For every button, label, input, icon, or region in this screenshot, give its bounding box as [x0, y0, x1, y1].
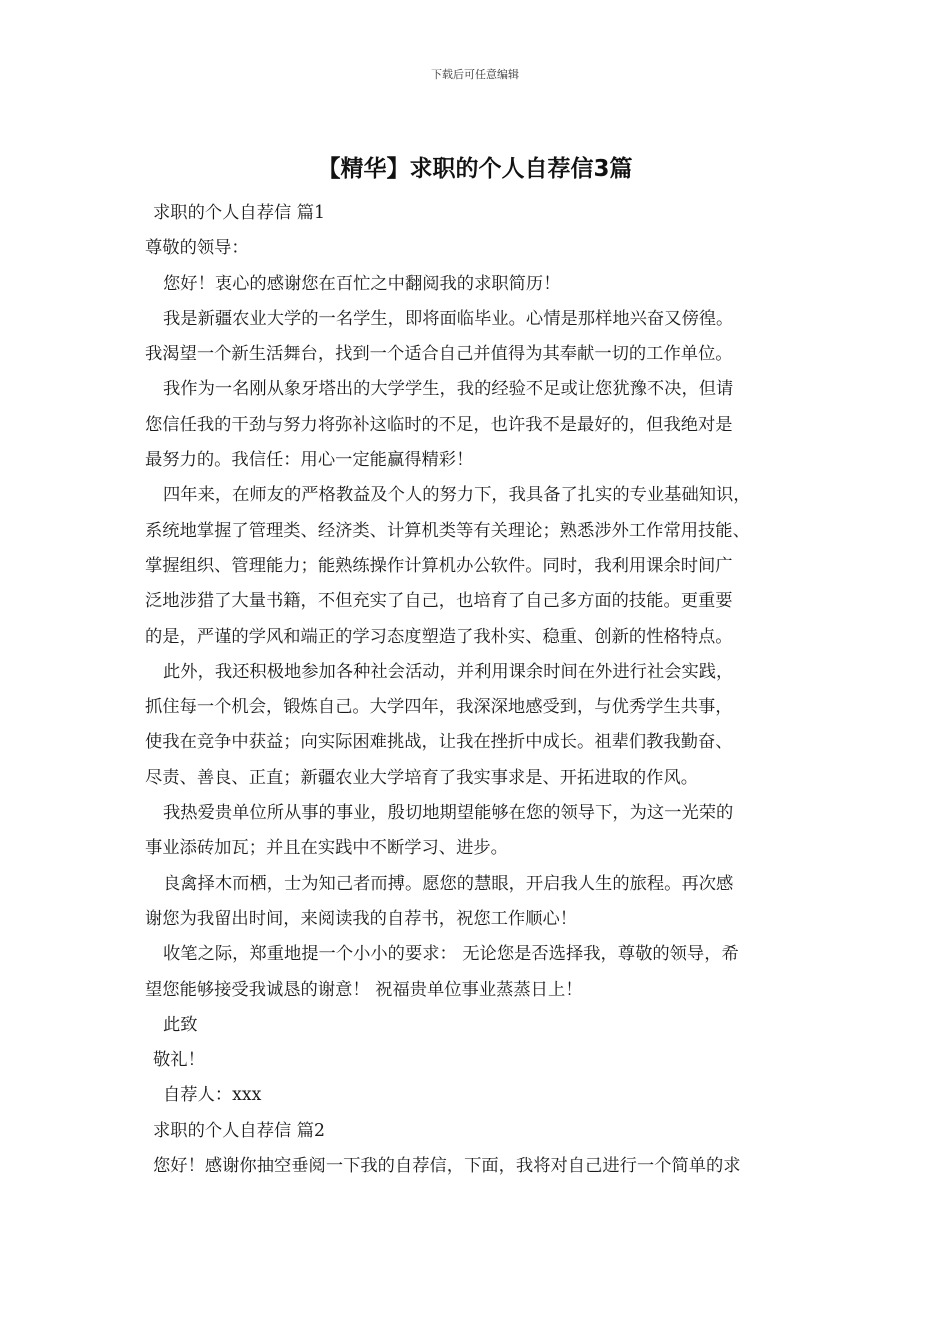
text-line: 求职的个人自荐信 篇1: [153, 203, 326, 223]
text-line: 自荐人：xxx: [163, 1085, 262, 1106]
text-line: 掌握组织、管理能力；能熟练操作计算机办公软件。同时，我利用课余时间广: [145, 555, 733, 576]
text-line: 的是，严谨的学风和端正的学习态度塑造了我朴实、稳重、创新的性格特点。: [145, 626, 733, 647]
text-line: 尽责、善良、正直；新疆农业大学培育了我实事求是、开拓进取的作风。: [145, 767, 699, 788]
text-line: 我作为一名刚从象牙塔出的大学学生，我的经验不足或让您犹豫不决，但请: [163, 379, 734, 400]
document-body: [145, 196, 815, 1184]
text-line: 此致: [163, 1014, 198, 1035]
text-line: 此外，我还积极地参加各种社会活动，并利用课余时间在外进行社会实践，: [163, 661, 734, 682]
text-line: 泛地涉猎了大量书籍，不但充实了自己，也培育了自己多方面的技能。更重要: [145, 591, 733, 612]
text-line: 您信任我的干劲与努力将弥补这临时的不足，也许我不是最好的，但我绝对是: [145, 414, 733, 435]
text-line: 求职的个人自荐信 篇2: [153, 1120, 326, 1141]
text-line: 使我在竞争中获益；向实际困难挑战，让我在挫折中成长。祖辈们教我勤奋、: [145, 732, 733, 753]
text-line: 您好！感谢你抽空垂阅一下我的自荐信，下面，我将对自己进行一个简单的求: [153, 1156, 741, 1177]
document-title: 【精华】求职的个人自荐信3篇: [317, 156, 633, 182]
text-line: 我是新疆农业大学的一名学生，即将面临毕业。心情是那样地兴奋又傍徨。: [163, 308, 734, 329]
header-note: 下载后可任意编辑: [431, 68, 519, 81]
text-line: 我热爱贵单位所从事的事业，殷切地期望能够在您的领导下，为这一光荣的: [163, 803, 734, 824]
text-line: 四年来，在师友的严格教益及个人的努力下，我具备了扎实的专业基础知识，: [163, 485, 751, 506]
text-line: 事业添砖加瓦；并且在实践中不断学习、进步。: [145, 838, 508, 859]
text-line: 我渴望一个新生活舞台，找到一个适合自己并值得为其奉献一切的工作单位。: [145, 344, 733, 365]
text-line: 望您能够接受我诚恳的谢意！ 祝福贵单位事业蒸蒸日上！: [145, 979, 583, 1000]
text-line: 尊敬的领导：: [145, 238, 249, 259]
text-line: 良禽择木而栖，士为知己者而搏。愿您的慧眼，开启我人生的旅程。再次感: [163, 873, 734, 894]
text-line: 谢您为我留出时间，来阅读我的自荐书，祝您工作顺心！: [145, 908, 578, 929]
text-line: 抓住每一个机会，锻炼自己。大学四年，我深深地感受到，与优秀学生共事，: [145, 697, 733, 718]
text-line: 收笔之际，郑重地提一个小小的要求： 无论您是否选择我，尊敬的领导，希: [163, 944, 739, 965]
text-line: 系统地掌握了管理类、经济类、计算机类等有关理论；熟悉涉外工作常用技能、: [145, 520, 750, 541]
text-line: 您好！衷心的感谢您在百忙之中翻阅我的求职简历！: [163, 273, 561, 294]
text-line: 敬礼！: [153, 1050, 205, 1071]
text-line: 最努力的。我信任：用心一定能赢得精彩！: [145, 450, 474, 471]
